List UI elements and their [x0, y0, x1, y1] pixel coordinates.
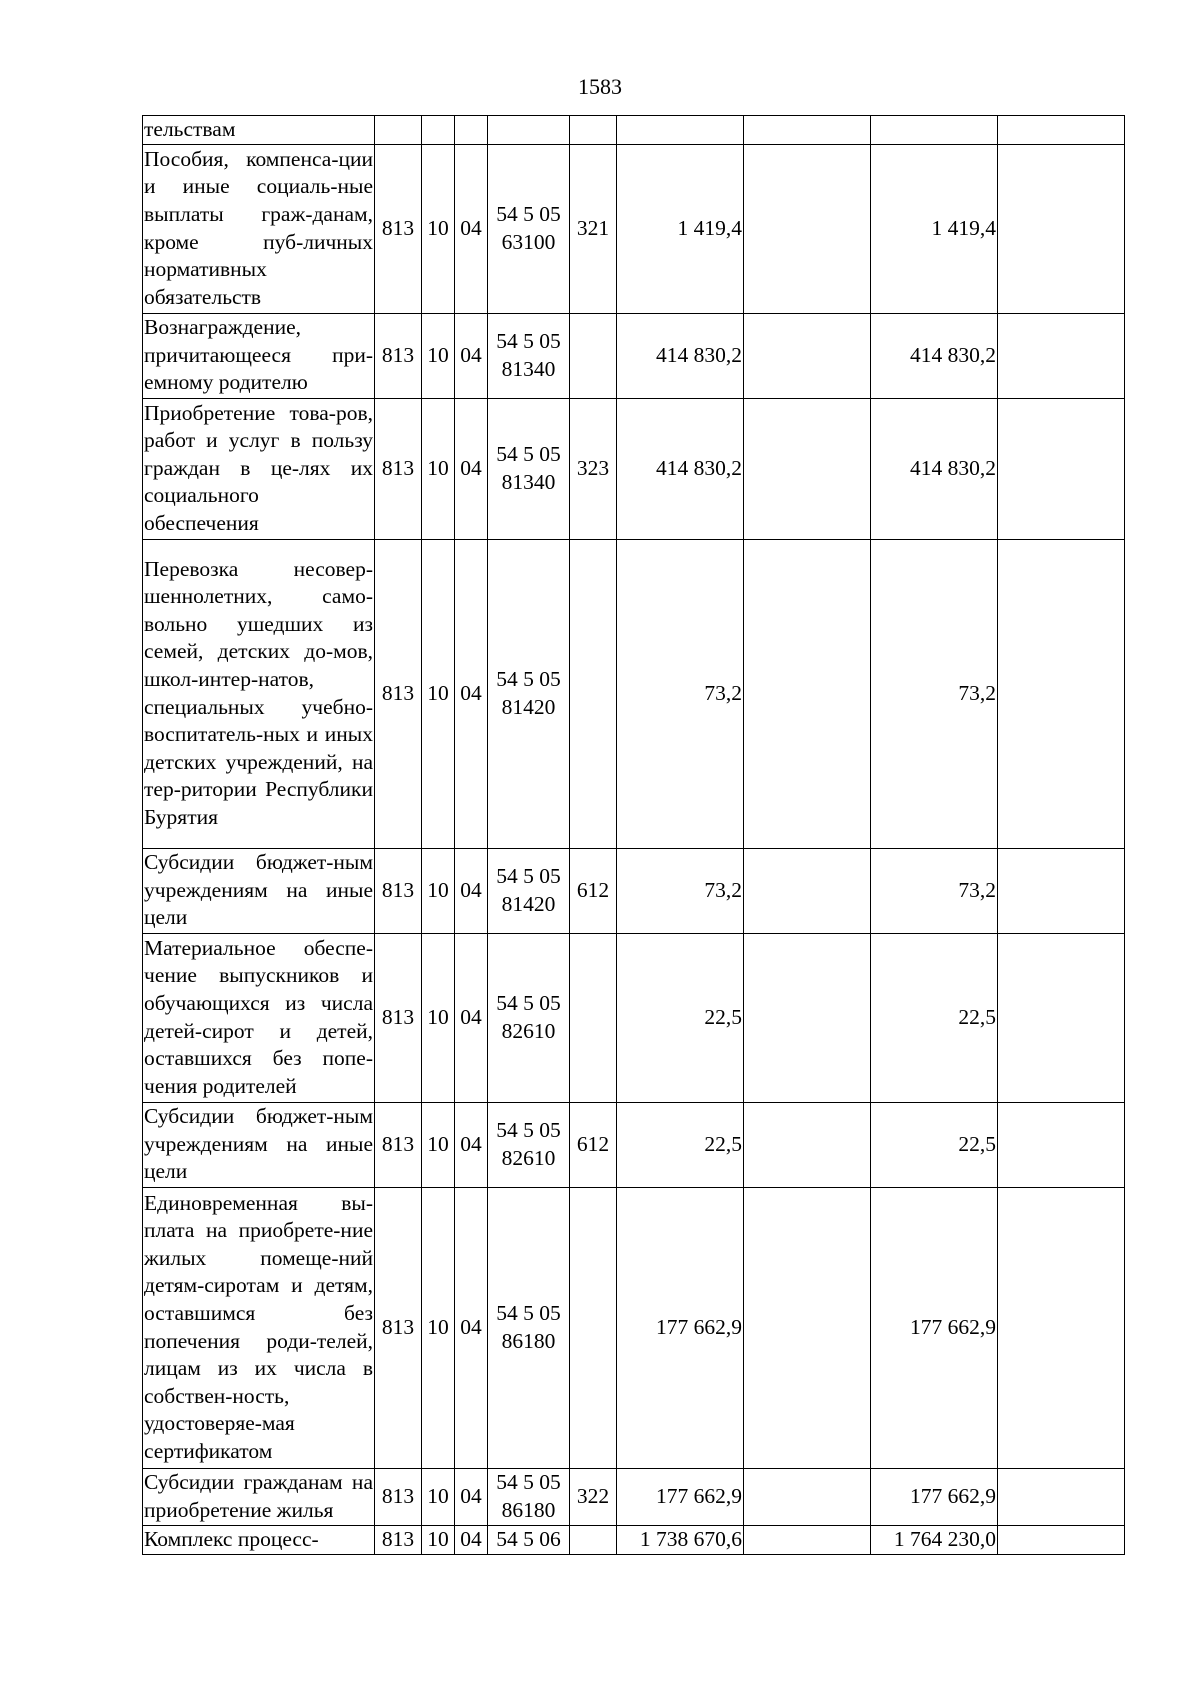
grbs-code-cell: 813 [375, 1525, 422, 1554]
target-article-part: 54 5 05 [496, 1118, 561, 1142]
amount-year2-cell: 22,5 [871, 933, 998, 1102]
table-row [143, 398, 1125, 539]
section-code-cell: 10 [422, 1468, 455, 1525]
amount-year1-cell: 22,5 [617, 933, 744, 1102]
row-name-cell: Субсидии гражданам на приобретение жилья [143, 1468, 375, 1525]
amount-col9-cell [998, 1102, 1125, 1187]
amount-col7-cell [744, 848, 871, 933]
amount-year1-cell: 177 662,9 [617, 1468, 744, 1525]
amount-year1-cell: 1 738 670,6 [617, 1525, 744, 1554]
subsection-code-cell: 04 [455, 144, 488, 313]
table-row [143, 116, 1125, 145]
table-row [143, 1525, 1125, 1554]
target-article-part: 81420 [501, 891, 556, 916]
amount-year1-cell: 73,2 [617, 848, 744, 933]
amount-year2-cell: 414 830,2 [871, 398, 998, 539]
amount-year2-cell: 73,2 [871, 848, 998, 933]
row-name-cell: Приобретение това-ров, работ и услуг в пользу граждан в це-лях их социального обеспечения [143, 398, 375, 539]
amount-year2-cell: 73,2 [871, 539, 998, 848]
target-article-cell [488, 1102, 570, 1187]
table-row [143, 1187, 1125, 1468]
target-article-part: 82610 [501, 1145, 556, 1170]
amount-col7-cell [744, 539, 871, 848]
expense-type-cell [570, 539, 617, 848]
budget-table [142, 115, 1125, 1555]
amount-year2-cell: 177 662,9 [871, 1468, 998, 1525]
amount-col9-cell [998, 539, 1125, 848]
row-name-cell: тельствам [143, 116, 375, 145]
grbs-code-cell: 813 [375, 1468, 422, 1525]
grbs-code-cell: 813 [375, 144, 422, 313]
amount-col7-cell [744, 1468, 871, 1525]
target-article-part: 54 5 05 [496, 1301, 561, 1325]
amount-year1-cell [617, 116, 744, 145]
amount-year2-cell: 1 419,4 [871, 144, 998, 313]
table-row [143, 539, 1125, 848]
target-article-cell [488, 933, 570, 1102]
expense-type-cell [570, 1525, 617, 1554]
amount-col9-cell [998, 144, 1125, 313]
section-code-cell: 10 [422, 144, 455, 313]
target-article-cell [488, 313, 570, 398]
target-article-cell [488, 144, 570, 313]
amount-col9-cell [998, 933, 1125, 1102]
amount-year1-cell: 73,2 [617, 539, 744, 848]
expense-type-cell [570, 1187, 617, 1468]
section-code-cell: 10 [422, 1102, 455, 1187]
amount-col7-cell [744, 398, 871, 539]
expense-type-cell: 612 [570, 848, 617, 933]
row-name-cell: Вознаграждение, причитающееся при-емному родителю [143, 313, 375, 398]
amount-col7-cell [744, 1102, 871, 1187]
grbs-code-cell: 813 [375, 933, 422, 1102]
target-article-part: 54 5 05 [496, 667, 561, 691]
grbs-code-cell: 813 [375, 1102, 422, 1187]
grbs-code-cell [375, 116, 422, 145]
target-article-cell [488, 398, 570, 539]
amount-col9-cell [998, 848, 1125, 933]
target-article-cell [488, 1187, 570, 1468]
expense-type-cell: 323 [570, 398, 617, 539]
subsection-code-cell: 04 [455, 933, 488, 1102]
section-code-cell: 10 [422, 1187, 455, 1468]
table-row [143, 848, 1125, 933]
target-article-cell [488, 116, 570, 145]
amount-year1-cell: 1 419,4 [617, 144, 744, 313]
amount-year2-cell: 1 764 230,0 [871, 1525, 998, 1554]
target-article-part: 54 5 05 [496, 991, 561, 1015]
expense-type-cell: 322 [570, 1468, 617, 1525]
row-name-cell: Комплекс процесс- [143, 1525, 375, 1554]
amount-col7-cell [744, 933, 871, 1102]
subsection-code-cell: 04 [455, 1187, 488, 1468]
target-article-part: 54 5 05 [496, 1470, 561, 1494]
target-article-part: 63100 [501, 229, 556, 254]
target-article-part: 81420 [501, 694, 556, 719]
target-article-part: 86180 [501, 1497, 556, 1522]
row-name-cell: Субсидии бюджет-ным учреждениям на иные цели [143, 1102, 375, 1187]
expense-type-cell: 612 [570, 1102, 617, 1187]
target-article-cell [488, 1525, 570, 1554]
target-article-cell [488, 539, 570, 848]
table-row [143, 1468, 1125, 1525]
target-article-cell [488, 1468, 570, 1525]
target-article-part: 54 5 05 [496, 864, 561, 888]
amount-col9-cell [998, 1525, 1125, 1554]
target-article-part: 82610 [501, 1018, 556, 1043]
subsection-code-cell: 04 [455, 313, 488, 398]
subsection-code-cell: 04 [455, 848, 488, 933]
target-article-part: 81340 [501, 469, 556, 494]
amount-col7-cell [744, 116, 871, 145]
amount-year1-cell: 414 830,2 [617, 398, 744, 539]
section-code-cell: 10 [422, 848, 455, 933]
subsection-code-cell: 04 [455, 1468, 488, 1525]
amount-year2-cell: 414 830,2 [871, 313, 998, 398]
amount-col7-cell [744, 1187, 871, 1468]
row-name-cell: Перевозка несовер-шеннолетних, само-вольно ушедших из семей, детских до-мов, школ-интер-натов, специальных учебно-воспитатель-ных и иных детских учреждений, на тер-ритории Республики Бурятия [143, 539, 375, 848]
grbs-code-cell: 813 [375, 1187, 422, 1468]
amount-col7-cell [744, 313, 871, 398]
amount-year2-cell [871, 116, 998, 145]
target-article-part: 54 5 06 [496, 1526, 561, 1551]
amount-year2-cell: 22,5 [871, 1102, 998, 1187]
row-name-cell: Субсидии бюджет-ным учреждениям на иные цели [143, 848, 375, 933]
amount-col9-cell [998, 1187, 1125, 1468]
section-code-cell [422, 116, 455, 145]
row-name-cell: Материальное обеспе-чение выпускников и обучающихся из числа детей-сирот и детей, оставшихся без попе-чения родителей [143, 933, 375, 1102]
amount-col9-cell [998, 398, 1125, 539]
table-row [143, 1102, 1125, 1187]
grbs-code-cell: 813 [375, 313, 422, 398]
amount-year1-cell: 414 830,2 [617, 313, 744, 398]
target-article-part: 54 5 05 [496, 329, 561, 353]
subsection-code-cell: 04 [455, 398, 488, 539]
grbs-code-cell: 813 [375, 398, 422, 539]
expense-type-cell: 321 [570, 144, 617, 313]
expense-type-cell [570, 313, 617, 398]
amount-col9-cell [998, 116, 1125, 145]
amount-col7-cell [744, 144, 871, 313]
table-row [143, 933, 1125, 1102]
subsection-code-cell: 04 [455, 1525, 488, 1554]
expense-type-cell [570, 933, 617, 1102]
amount-year1-cell: 22,5 [617, 1102, 744, 1187]
expense-type-cell [570, 116, 617, 145]
table-row [143, 144, 1125, 313]
target-article-cell [488, 848, 570, 933]
target-article-part: 81340 [501, 356, 556, 381]
row-name-cell: Пособия, компенса-ции и иные социаль-ные выплаты граж-данам, кроме пуб-личных нормативных обязательств [143, 144, 375, 313]
amount-year2-cell: 177 662,9 [871, 1187, 998, 1468]
section-code-cell: 10 [422, 398, 455, 539]
target-article-part: 54 5 05 [496, 202, 561, 226]
table-row [143, 313, 1125, 398]
grbs-code-cell: 813 [375, 848, 422, 933]
amount-col9-cell [998, 1468, 1125, 1525]
budget-table-body [143, 116, 1125, 1555]
section-code-cell: 10 [422, 313, 455, 398]
section-code-cell: 10 [422, 933, 455, 1102]
amount-year1-cell: 177 662,9 [617, 1187, 744, 1468]
section-code-cell: 10 [422, 539, 455, 848]
section-code-cell: 10 [422, 1525, 455, 1554]
subsection-code-cell [455, 116, 488, 145]
subsection-code-cell: 04 [455, 539, 488, 848]
page-number: 1583 [578, 74, 622, 99]
target-article-part: 86180 [501, 1328, 556, 1353]
subsection-code-cell: 04 [455, 1102, 488, 1187]
amount-col9-cell [998, 313, 1125, 398]
row-name-cell: Единовременная вы-плата на приобрете-ние жилых помеще-ний детям-сиротам и детям, оставшимся без попечения роди-телей, лицам из их числа в собствен-ность, удостоверяе-мая сертификатом [143, 1187, 375, 1468]
target-article-part: 54 5 05 [496, 442, 561, 466]
amount-col7-cell [744, 1525, 871, 1554]
grbs-code-cell: 813 [375, 539, 422, 848]
